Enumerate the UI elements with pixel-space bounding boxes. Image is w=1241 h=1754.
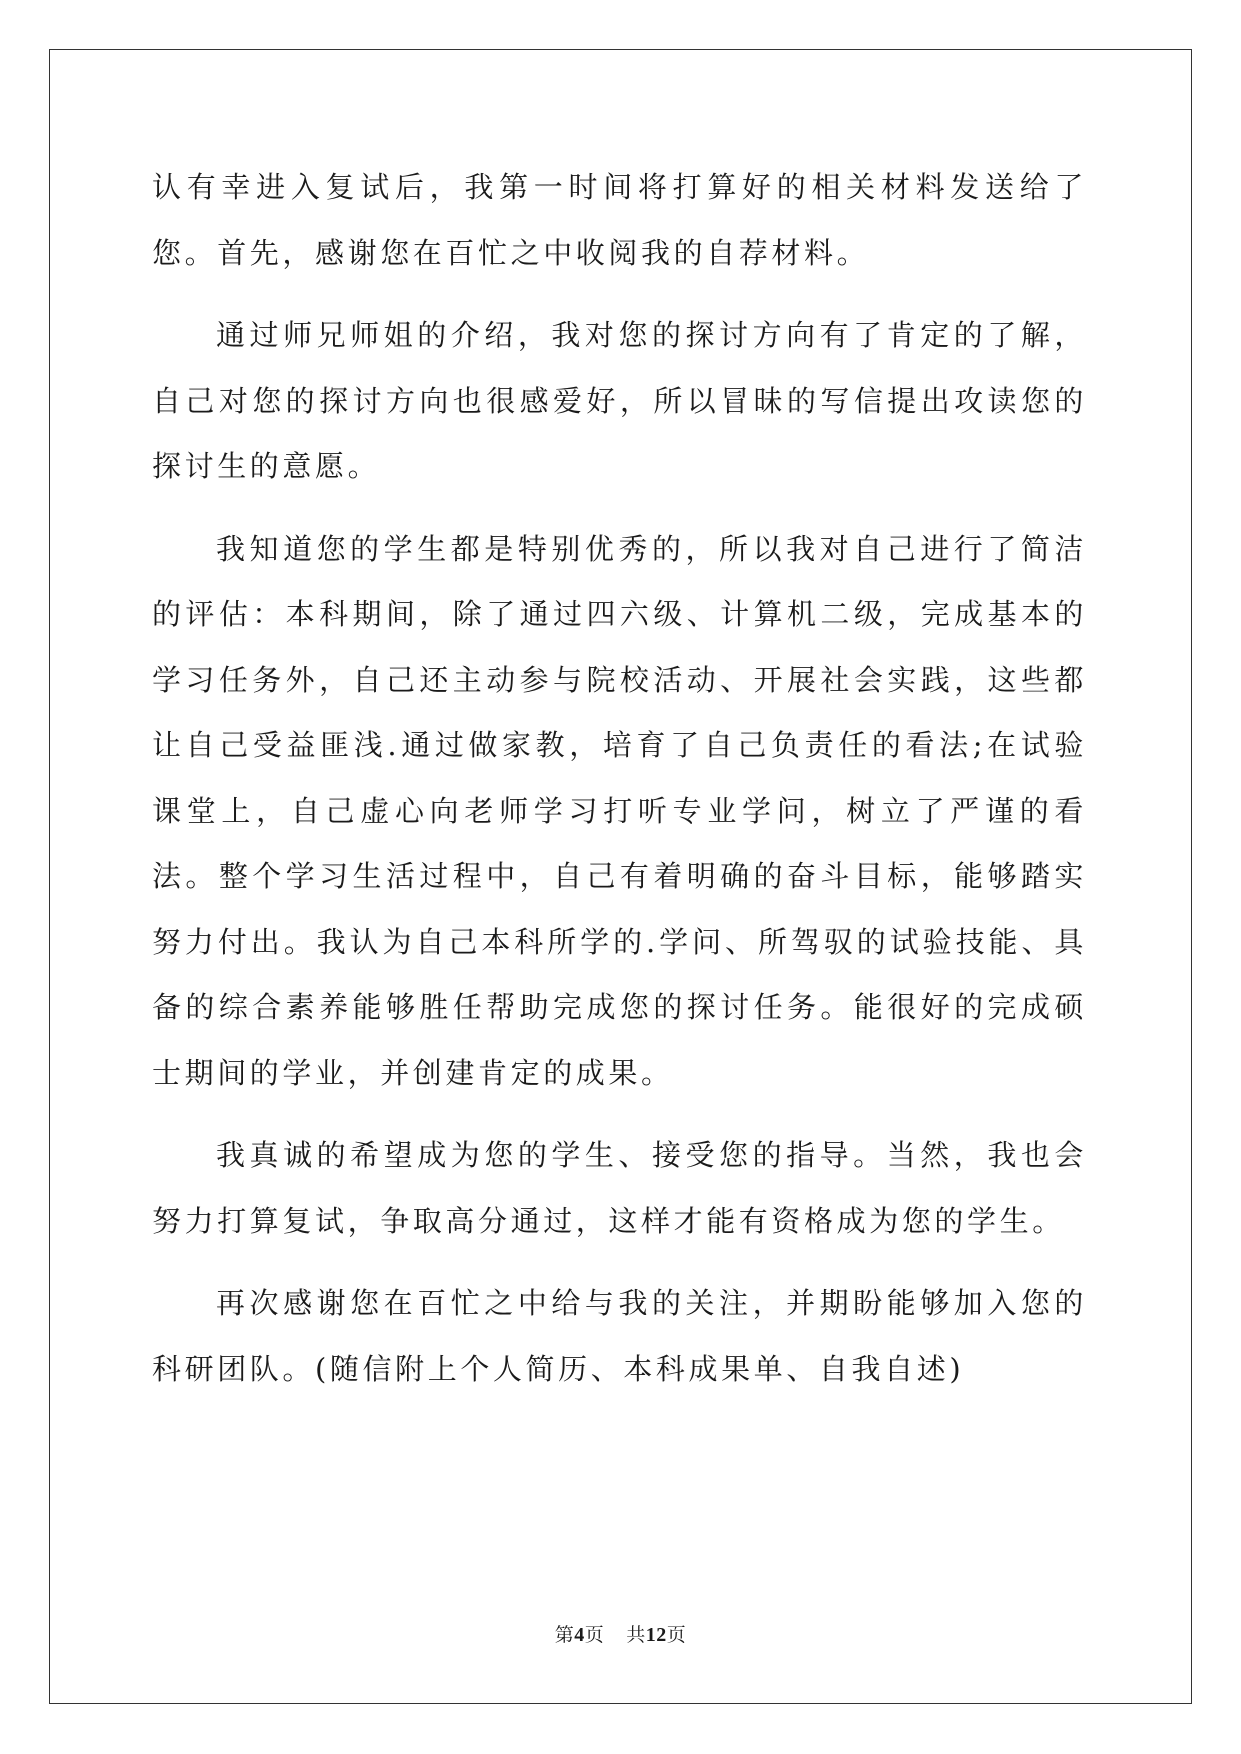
paragraph-2: 通过师兄师姐的介绍，我对您的探讨方向有了肯定的了解，自己对您的探讨方向也很感爱好，所以冒昧的写信提出攻读您的探讨生的意愿。 [152, 318, 1087, 483]
page-number: 4 [574, 1624, 585, 1646]
total-prefix: 共 [626, 1625, 646, 1646]
document-body [152, 155, 1087, 1419]
paragraph-3: 我知道您的学生都是特别优秀的，所以我对自己进行了简洁的评估：本科期间，除了通过四六级、计算机二级，完成基本的学习任务外，自己还主动参与院校活动、开展社会实践，这些都让自己受益匪浅.通过做家教，培育了自己负责任的看法;在试验课堂上，自己虚心向老师学习打听专业学问，树立了严谨的看法。整个学习生活过程中，自己有着明确的奋斗目标，能够踏实努力付出。我认为自己本科所学的.学问、所驾驭的试验技能、具备的综合素养能够胜任帮助完成您的探讨任务。能很好的完成硕士期间的学业，并创建肯定的成果。 [152, 531, 1087, 1090]
paragraph-1: 认有幸进入复试后，我第一时间将打算好的相关材料发送给了您。首先，感谢您在百忙之中收阅我的自荐材料。 [152, 170, 1087, 270]
total-suffix: 页 [666, 1625, 687, 1646]
paragraph-4: 我真诚的希望成为您的学生、接受您的指导。当然，我也会努力打算复试，争取高分通过，这样才能有资格成为您的学生。 [152, 1138, 1087, 1238]
total-pages: 12 [645, 1624, 667, 1646]
page-suffix: 页 [584, 1625, 605, 1646]
page-footer [0, 1620, 1241, 1647]
paragraph-5: 再次感谢您在百忙之中给与我的关注，并期盼能够加入您的科研团队。(随信附上个人简历、本科成果单、自我自述) [152, 1286, 1087, 1386]
page-prefix: 第 [554, 1625, 575, 1646]
